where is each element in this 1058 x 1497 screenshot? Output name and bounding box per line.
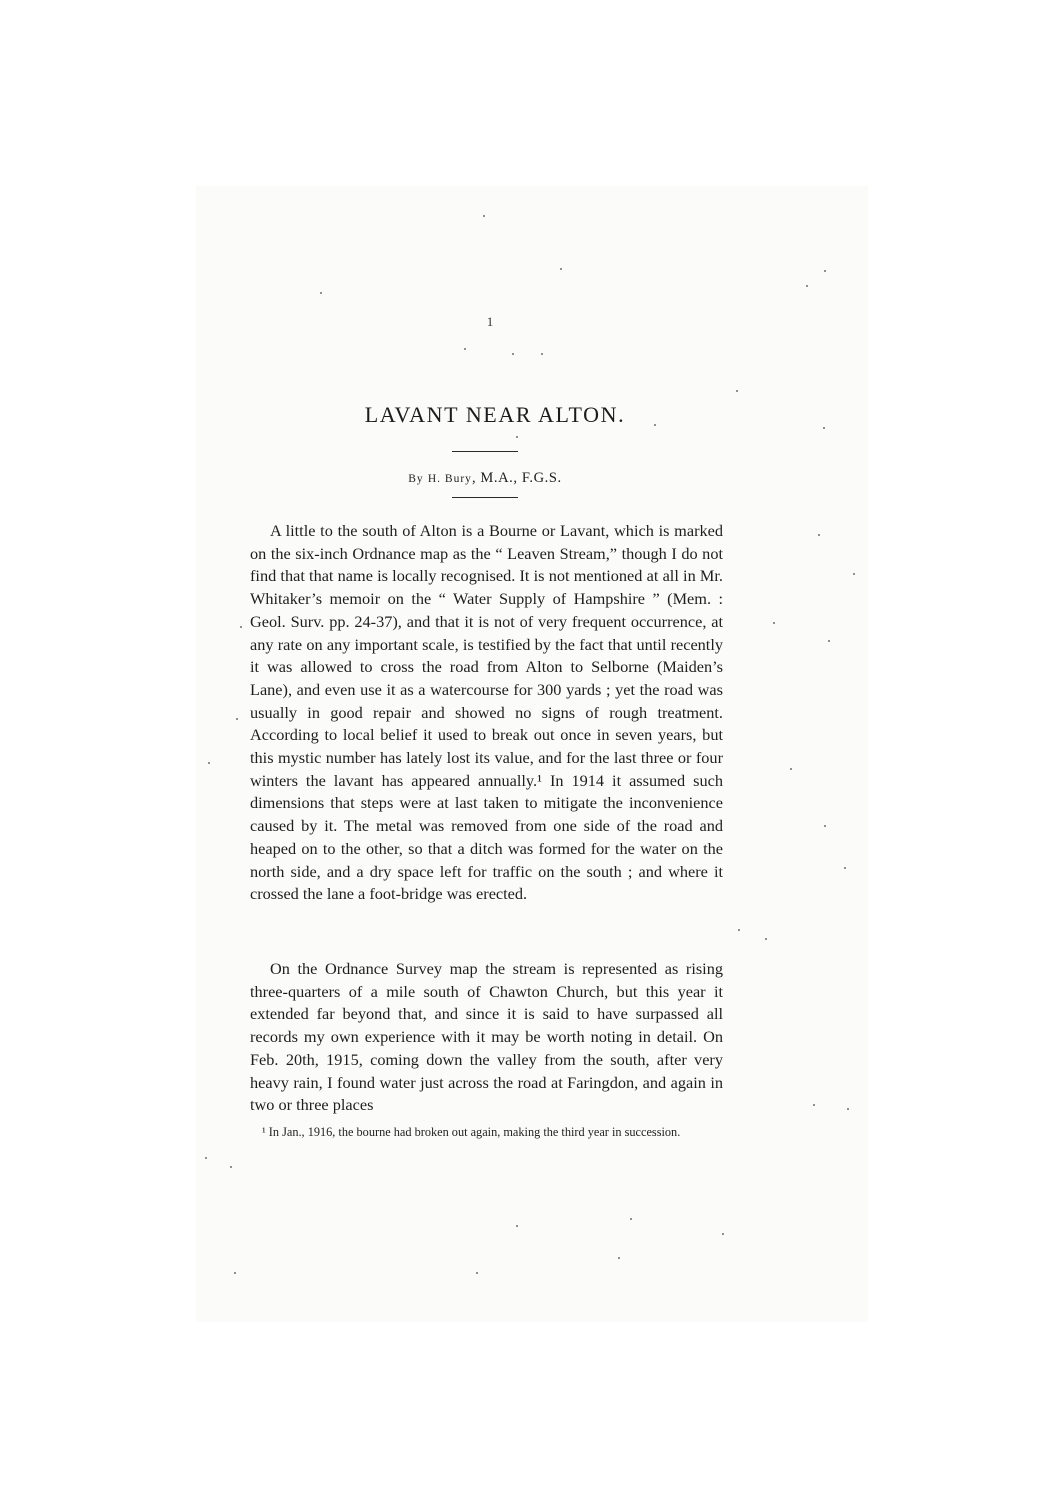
scan-speck <box>205 1157 207 1159</box>
scan-speck <box>230 1166 232 1168</box>
scan-speck <box>824 825 826 827</box>
scan-speck <box>818 534 820 536</box>
byline <box>250 470 720 487</box>
scan-speck <box>560 268 562 270</box>
scan-speck <box>823 427 825 429</box>
scan-speck <box>738 929 740 931</box>
scan-speck <box>476 1272 478 1274</box>
scan-speck <box>853 573 855 575</box>
title-divider <box>452 451 518 452</box>
scan-speck <box>773 622 775 624</box>
scan-speck <box>320 292 322 294</box>
scan-speck <box>847 1108 849 1110</box>
scan-speck <box>806 285 808 287</box>
byline-prefix: By <box>408 473 424 485</box>
scan-speck <box>844 867 846 869</box>
scan-speck <box>236 718 238 720</box>
scan-speck <box>790 768 792 770</box>
author-name: H. Bury <box>427 473 472 485</box>
body-paragraph-2: On the Ordnance Survey map the stream is represented as rising three-quarters of a mile south of Chawton Church, but this year it extended far beyond that, and since it is said to have surpassed all records my own experience with it may be worth noting in detail. On Feb. 20th, 1915, coming down the valley from the south, after very heavy rain, I found water just across the road at Faringdon, and again in two or three places <box>250 959 723 1115</box>
scan-speck <box>208 762 210 764</box>
byline-divider <box>452 497 518 498</box>
scan-speck <box>824 270 826 272</box>
scan-speck <box>765 938 767 940</box>
scan-speck <box>464 348 466 350</box>
scan-speck <box>240 626 242 628</box>
scan-speck <box>618 1257 620 1259</box>
scan-speck <box>736 390 738 392</box>
scan-speck <box>512 353 514 355</box>
scan-speck <box>234 1272 236 1274</box>
author-credentials: , M.A., F.G.S. <box>471 470 562 486</box>
scan-speck <box>828 640 830 642</box>
scan-speck <box>813 1104 815 1106</box>
scan-speck <box>722 1233 724 1235</box>
article-title: LAVANT NEAR ALTON. <box>364 402 626 427</box>
page-number: 1 <box>486 314 494 329</box>
scan-speck <box>630 1218 632 1220</box>
scan-speck <box>516 1225 518 1227</box>
scan-speck <box>516 436 518 438</box>
footnote: ¹ In Jan., 1916, the bourne had broken out again, making the third year in succession. <box>262 1125 681 1139</box>
scan-speck <box>483 215 485 217</box>
scan-speck <box>541 353 543 355</box>
body-paragraph-1: A little to the south of Alton is a Bourne or Lavant, which is marked on the six-inch Ordnance map as the “ Leaven Stream,” though I do not find that that name is locally recognised. It is not mentioned at all in Mr. Whitaker’s memoir on the “ Water Supply of Hampshire ” (Mem. : Geol. Surv. pp. 24-37), and that it is not of very frequent occurrence, at any rate on any important scale, is testified by the fact that until recently it was allowed to cross the road from Alton to Selborne (Maiden’s Lane), and even use it as a watercourse for 300 yards ; yet the road was usually in good repair and showed no signs of rough treatment. According to local belief it used to break out once in seven years, but this mystic number has lately lost its value, and for the last three or four winters the lavant has appeared annually.¹ In 1914 it assumed such dimensions that steps were at last taken to mitigate the inconvenience caused by it. The metal was removed from one side of the road and heaped on to the other, so that a ditch was formed for the water on the north side, and a dry space left for traffic on the south ; and where it crossed the lane a foot-bridge was erected. <box>250 521 723 904</box>
scan-speck <box>654 424 656 426</box>
